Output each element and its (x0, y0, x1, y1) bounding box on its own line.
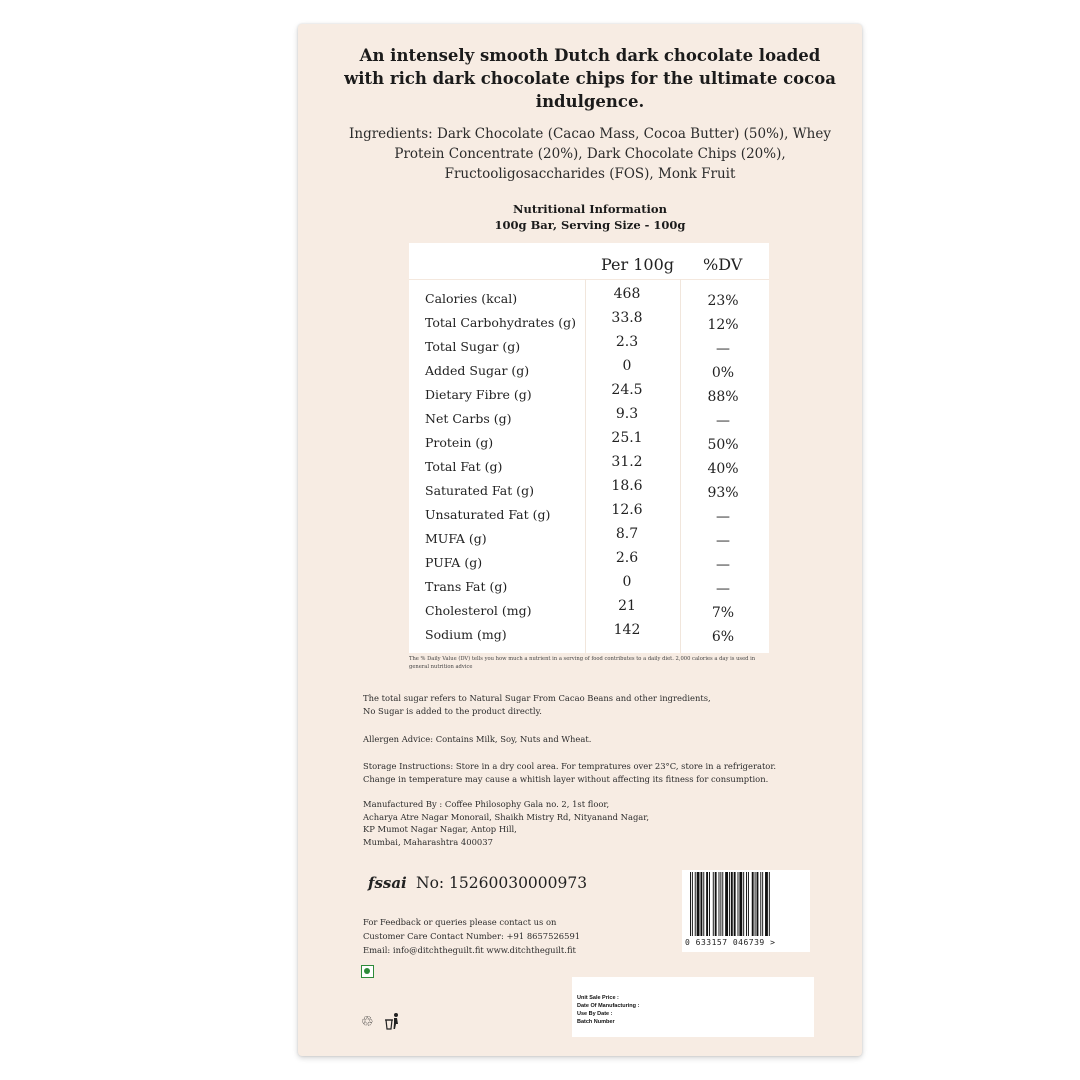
nutrient-name: MUFA (g) (425, 531, 487, 546)
sugar-note-line: No Sugar is added to the product directly. (363, 705, 542, 716)
barcode-bar (722, 872, 723, 936)
barcode-bar (748, 872, 749, 936)
nutrient-value: 21 (618, 598, 636, 614)
sugar-note (363, 692, 711, 717)
veg-symbol-icon (361, 965, 374, 978)
barcode-bar (734, 872, 736, 936)
nutrient-name: Cholesterol (mg) (425, 603, 532, 618)
fssai-license-number: No: 15260030000973 (416, 874, 588, 892)
daily-value-note: The % Daily Value (DV) tells you how much a nutrient in a serving of food contributes to a daily diet. 2,000 calories a day is used in general nutrition advice (409, 656, 756, 670)
nutrient-name: Unsaturated Fat (g) (425, 507, 551, 522)
contact-info (363, 915, 580, 957)
nutrient-name: Total Sugar (g) (425, 339, 521, 354)
barcode-bar (697, 872, 700, 936)
barcode-bar (746, 872, 747, 936)
nutrient-dv: — (716, 581, 730, 597)
product-headline: An intensely smooth Dutch dark chocolate loaded with rich dark chocolate chips for the ultimate cocoa indulgence. (344, 46, 836, 111)
nutrient-value: 0 (622, 358, 632, 374)
nutrient-name: Calories (kcal) (425, 291, 518, 306)
price-info-box (572, 977, 814, 1037)
nutrient-name: Total Fat (g) (425, 459, 503, 474)
barcode-bar (690, 872, 691, 936)
nutrition-subtitle: 100g Bar, Serving Size - 100g (494, 218, 686, 232)
nutrient-dv: 6% (711, 629, 735, 645)
barcode-bar (729, 872, 730, 936)
contact-line: For Feedback or queries please contact us on (363, 917, 557, 927)
nutrient-dv: 40% (707, 461, 739, 477)
contact-line: Email: info@ditchtheguilt.fit www.ditchtheguilt.fit (363, 945, 576, 955)
nutrient-value: 468 (613, 286, 641, 302)
manufacturer-line: Acharya Atre Nagar Monorail, Shaikh Mistry Rd, Nityanand Nagar, (363, 811, 650, 822)
barcode-bar (692, 872, 693, 936)
nutrient-name: Sodium (mg) (425, 627, 507, 642)
barcode-bars (690, 872, 794, 936)
barcode-number: 0 633157 046739 > (685, 938, 776, 947)
barcode-bar (695, 872, 696, 936)
ingredients-text: Ingredients: Dark Chocolate (Cacao Mass, Cocoa Butter) (50%), Whey Protein Concentrate (20%), Dark Chocolate Chips (20%), Fructooligosaccharides (FOS), Monk Fruit (349, 126, 831, 182)
barcode-bar (706, 872, 708, 936)
nutrient-value: 18.6 (611, 478, 643, 494)
nutrient-name: Total Carbohydrates (g) (425, 315, 576, 330)
nutrient-value: 8.7 (615, 526, 639, 542)
nutrient-value: 2.3 (615, 334, 639, 350)
barcode-bar (760, 872, 761, 936)
barcode-bar (755, 872, 756, 936)
nutrient-name: Dietary Fibre (g) (425, 387, 532, 402)
barcode-bar (738, 872, 739, 936)
nutrition-title: Nutritional Information (513, 202, 667, 216)
header-divider (409, 279, 769, 280)
dispose-bin-icon (382, 1012, 402, 1030)
barcode-bar (715, 872, 717, 936)
nutrient-dv: 23% (707, 293, 739, 309)
nutrient-value: 12.6 (611, 502, 643, 518)
nutrient-name: Trans Fat (g) (425, 579, 508, 594)
column-header-per-100g: Per 100g (601, 255, 675, 274)
allergen-advice: Allergen Advice: Contains Milk, Soy, Nuts and Wheat. (363, 734, 592, 744)
manufacturer-line: Manufactured By : Coffee Philosophy Gala no. 2, 1st floor, (363, 799, 610, 809)
nutrient-value: 0 (622, 574, 632, 590)
barcode-bar (743, 872, 744, 936)
nutrient-dv: 88% (707, 389, 739, 405)
unit-sale-price-label: Unit Sale Price : (577, 995, 619, 1001)
nutrient-dv: — (716, 413, 730, 429)
nutrient-value: 142 (613, 622, 641, 638)
manufacturing-date-label: Date Of Manufacturing : (577, 1003, 640, 1009)
barcode-bar (762, 872, 763, 936)
nutrient-name: Net Carbs (g) (425, 411, 512, 426)
nutrient-dv: — (716, 533, 730, 549)
nutrient-dv: 50% (707, 437, 739, 453)
barcode-bar (700, 872, 702, 936)
barcode-bar (752, 872, 754, 936)
nutrient-dv: 7% (711, 605, 735, 621)
barcode-bar (731, 872, 733, 936)
nutrient-value: 25.1 (611, 430, 643, 446)
nutrition-table (409, 243, 769, 653)
fssai-logo: fssai (368, 874, 407, 892)
barcode-bar (725, 872, 728, 936)
nutrient-value: 31.2 (611, 454, 643, 470)
nutrition-heading (340, 201, 840, 233)
batch-number-label: Batch Number (577, 1019, 615, 1025)
barcode-bar (720, 872, 721, 936)
barcode-bar (709, 872, 710, 936)
nutrient-dv: — (716, 341, 730, 357)
nutrient-dv: 0% (711, 365, 735, 381)
column-header-dv: %DV (703, 255, 743, 274)
nutrient-value: 9.3 (615, 406, 639, 422)
barcode-bar (703, 872, 704, 936)
nutrient-dv: 93% (707, 485, 739, 501)
nutrient-value: 24.5 (611, 382, 643, 398)
manufacturer-line: Mumbai, Maharashtra 400037 (363, 836, 493, 847)
barcode-bar (765, 872, 768, 936)
use-by-date-label: Use By Date : (577, 1011, 613, 1017)
sugar-note-line: The total sugar refers to Natural Sugar From Cacao Beans and other ingredients, (363, 693, 711, 703)
nutrient-name: Saturated Fat (g) (425, 483, 534, 498)
nutrient-dv: 12% (707, 317, 739, 333)
nutrient-name: Added Sugar (g) (425, 363, 530, 378)
nutrient-dv: — (716, 509, 730, 525)
barcode-bar (719, 872, 720, 936)
recycle-icon: ♲ (361, 1014, 374, 1030)
barcode-bar (713, 872, 714, 936)
barcode (682, 870, 810, 952)
contact-line: Customer Care Contact Number: +91 8657526591 (363, 931, 581, 941)
nutrient-value: 33.8 (611, 310, 643, 326)
nutrition-row (409, 622, 769, 649)
manufacturer-address (363, 798, 649, 848)
manufacturer-line: KP Mumot Nagar Nagar, Antop Hill, (363, 824, 517, 834)
nutrient-name: Protein (g) (425, 435, 494, 450)
barcode-bar (769, 872, 770, 936)
barcode-bar (757, 872, 759, 936)
storage-instructions (363, 760, 776, 785)
nutrient-dv: — (716, 557, 730, 573)
nutrient-name: PUFA (g) (425, 555, 483, 570)
storage-line: Storage Instructions: Store in a dry cool area. For tempratures over 23°C, store in a refrigerator. (363, 761, 777, 771)
barcode-bar (739, 872, 742, 936)
storage-line: Change in temperature may cause a whitish layer without affecting its fitness for consumption. (363, 773, 769, 784)
nutrient-value: 2.6 (615, 550, 639, 566)
